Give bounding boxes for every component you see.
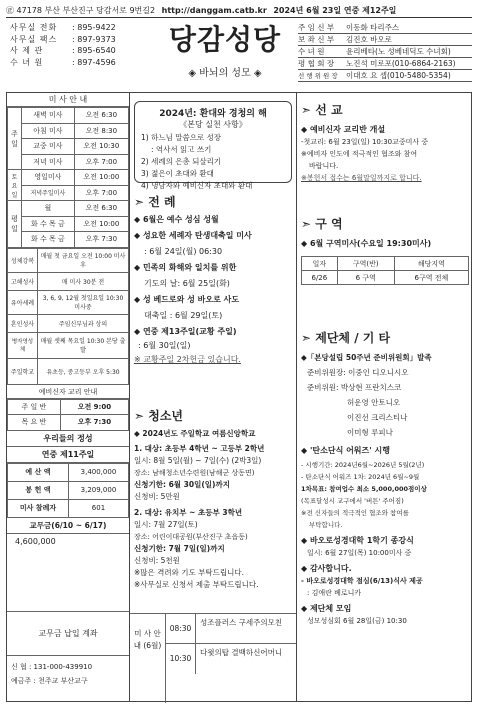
arrow-icon: ➣: [301, 331, 312, 345]
table-row: 병자영성체 매월 셋째 목요일 10:30 본당 출발: [8, 332, 129, 358]
staff-row: 선 행 위 원 장 이대호 요 셉(010-5480-5354): [298, 70, 472, 82]
right-column: [296, 92, 472, 702]
list-item: ◆ 성 베드로와 성 바오로 사도: [134, 295, 240, 304]
fund-value: 4,600,000: [15, 536, 56, 546]
list-item: 1. 대상: 초등부 4학년 ~ 고등부 2학년: [134, 444, 265, 453]
list-item: ◆ 6월은 예수 성심 성월: [134, 215, 219, 224]
list-item: 일시: 8월 5일(월) ~ 7일(수) (2박3일): [134, 456, 262, 465]
list-item: 기도의 날: 6월 25일(화): [144, 279, 230, 288]
table-row: 토요일 영일미사 오전 10:00: [8, 170, 129, 186]
table-row: 평 일 월 오전 6:30: [8, 201, 129, 217]
list-item: ※전 신자들의 적극적인 협조와 참여를: [301, 509, 409, 517]
weekday-mass-label: 미 사 안 내 (6월): [130, 614, 166, 703]
catechism-header: 예비신자 교리 안내: [7, 385, 129, 399]
theme-item: 2) 세례의 은총 되살리기: [141, 157, 222, 166]
list-item: ※많은 격려와 기도 부탁드립니다.: [134, 568, 245, 577]
list-item: 허운영 안토니오: [347, 398, 401, 407]
staff-row: 수 녀 원 윤리베타(노 성베네딕도 수녀회): [298, 46, 472, 58]
list-item: 부탁합니다.: [309, 521, 343, 529]
table-row: 미사 참례자 601: [8, 499, 129, 517]
table-row: 목 요 반 오후 7:30: [8, 415, 129, 431]
list-item: ※사무실로 신청서 제출 부탁드립니다.: [134, 580, 259, 589]
weekday-mass-box: [130, 613, 296, 703]
list-item: 이진선 크리스티나: [347, 413, 408, 422]
contact-info: [10, 22, 150, 68]
list-item: 2. 대상: 유치부 ~ 초등부 3학년: [134, 508, 243, 517]
table-row: 6/26 6 구역 6구역 전체: [302, 271, 469, 285]
list-item: : 6월 24일(월) 06:30: [144, 247, 223, 256]
arrow-icon: ➣: [301, 103, 312, 117]
list-item: 준비위원: 박상현 프란치스코: [307, 383, 402, 392]
mission-section: [301, 101, 469, 184]
list-item: ◆ 민족의 화해와 일치를 위한: [134, 263, 237, 272]
masthead: [160, 20, 290, 90]
list-item: - 바오로성경대학 점심(6/13)식사 제공: [301, 577, 423, 585]
list-item: : 6월 30일(일): [138, 341, 191, 350]
table-row: 고해성사 매 미사 30분 전: [8, 272, 129, 290]
offering-header: 우리들의 정성: [7, 431, 129, 447]
yearly-theme-box: [134, 101, 292, 190]
section-title: 선 교: [315, 103, 343, 117]
services-table: [7, 248, 129, 385]
youth-section: [134, 407, 294, 591]
theme-title: 2024년: 환대와 경청의 해: [159, 109, 267, 119]
list-item: : 김애란 베로니카: [307, 589, 362, 597]
list-item: 신청비: 5만원: [134, 492, 180, 501]
table-row: 유아세례 3, 6, 9, 12월 첫일요일 10:30미사중: [8, 290, 129, 314]
mass-header: 미 사 안 내: [7, 93, 129, 107]
contact-row: 사무실 팩스 : 897-9373: [10, 34, 116, 44]
contact-row: 사 제 관 : 895-6540: [10, 46, 116, 55]
list-item: 신청기한: 6월 30일(일)까지: [134, 480, 230, 489]
theme-subtitle: 《본당 실천 사항》: [179, 120, 247, 129]
list-item: ※예비자 인도에 적극적인 협조와 참여: [301, 150, 418, 158]
table-row: 주 일 반 오전 9:00: [8, 399, 129, 415]
account-header: 교무금 납입 계좌: [7, 612, 129, 656]
section-title: 구 역: [315, 217, 343, 231]
list-item: 준비위원장: 이중인 디오니시오: [307, 368, 409, 377]
list-item: 대축일 : 6월 29일(토): [144, 311, 223, 320]
offering-week: 연중 제11주일: [7, 447, 129, 463]
list-item: 장소: 남해청소년수련원(남해군 상동면): [134, 469, 255, 477]
list-item: ◆ '탄소단식 어워즈' 시행: [301, 446, 390, 455]
list-item: ◆ 감사합니다.: [301, 564, 352, 573]
mass-table: [7, 107, 129, 248]
list-item: 1차목표: 참여업수 최소 5,000,000점이상: [301, 485, 427, 493]
staff-list: [298, 22, 472, 82]
table-row: 봉 헌 액 3,209,000: [8, 481, 129, 499]
theme-item: 4) 냉담자와 예비신자 초대와 환대: [141, 181, 253, 190]
table-row: 10:30 다윗의탑 결백하신어머니: [166, 644, 296, 674]
theme-item: 1) 하느님 말씀으로 성장: [141, 133, 222, 142]
table-row: 일자 구역(반) 해당지역: [302, 257, 469, 271]
header-bar: [6, 4, 472, 18]
section-title: 전 례: [148, 195, 176, 209]
account-owner: 예금주 : 천주교 부산교구: [11, 677, 88, 685]
catechism-table: [7, 399, 129, 431]
left-column: [6, 92, 130, 702]
table-row: 주일학교 유초등, 중고등부 오후 5:30: [8, 358, 129, 384]
arrow-icon: ➣: [134, 195, 145, 209]
list-item: ◆ 2024년도 주일학교 여름신앙학교: [134, 429, 256, 438]
list-item: 신청비: 5천원: [134, 556, 180, 565]
contact-row: 사무실 전화 : 895-9422: [10, 23, 116, 32]
table-row: 저녁 미사 오후 7:00: [8, 154, 129, 170]
middle-column: [130, 92, 296, 702]
liturgy-section: [134, 193, 294, 366]
staff-row: 평 협 회 장 노진석 미로포(010-6864-2163): [298, 58, 472, 70]
list-item: ◆「본당설립 50주년 준비위원회」발족: [301, 353, 432, 362]
arrow-icon: ➣: [301, 217, 312, 231]
issue-date: 2024년 6월 23일 연중 제12주일: [273, 6, 397, 15]
list-item: - 탄소단식 어워즈 1차: 2024년 6월~9월: [301, 473, 420, 481]
table-row: 교중 미사 오전 10:30: [8, 139, 129, 155]
table-row: 08:30 성조플러스 구세주의모친: [166, 614, 296, 644]
list-item: ◆ 6월 구역미사(수요일 19:30미사): [301, 239, 432, 248]
table-row: 성체강복 매월 첫 금요일 오전 10:00 미사후: [8, 248, 129, 272]
table-row: 예 산 액 3,400,000: [8, 463, 129, 481]
list-item: ◆ 성요한 세례자 탄생대축일 미사: [134, 231, 252, 240]
list-item: ◆ 바오로성경대학 1학기 종강식: [301, 536, 414, 545]
groups-section: [301, 329, 471, 627]
list-item: 이미형 루피나: [347, 428, 393, 437]
theme-item: : 역사서 읽고 쓰기: [151, 145, 212, 154]
table-row: 화 수 목 금 오후 7:30: [8, 232, 129, 248]
account-box: [7, 611, 129, 688]
contact-row: 수 녀 원 : 897-4596: [10, 57, 116, 67]
section-title: 제단체 / 기 타: [315, 331, 391, 345]
account-bank: 신 협 : 131-000-439910: [11, 663, 93, 671]
list-item: (목표달성시 교구에서 '버튼' 주어짐): [301, 497, 404, 505]
section-title: 청소년: [148, 409, 184, 423]
list-item: ◆ 예비신자 교리반 개설: [301, 125, 386, 134]
list-item: 일시: 7월 27일(토): [134, 520, 198, 529]
table-row: 혼인성사 주임신부님과 상의: [8, 314, 129, 332]
website-link[interactable]: http://danggam.catb.kr: [161, 6, 267, 15]
table-row: 저녁주일미사 오후 7:00: [8, 185, 129, 201]
list-item: ◆ 제단체 모임: [301, 604, 352, 613]
list-item: -첫교리: 6월 23일(일) 10:30교중미사 중: [301, 138, 429, 146]
table-row: 화 수 목 금 오전 10:00: [8, 216, 129, 232]
staff-row: 주 임 신 부 이동화 타리주스: [298, 22, 472, 34]
list-item: 신청기한: 7월 7일(일)까지: [134, 544, 225, 553]
district-table: [301, 256, 469, 285]
theme-item: 3) 젊은이 초대와 환대: [141, 169, 214, 178]
list-item: 바랍니다.: [309, 162, 339, 170]
page-subtitle: ◈ 바뇌의 성모 ◈: [188, 68, 262, 79]
list-item: 성모성심회 6월 28일(금) 10:30: [307, 617, 407, 625]
arrow-icon: ➣: [134, 409, 145, 423]
fund-header: 교무금(6/10 ~ 6/17): [7, 518, 129, 534]
finance-table: [7, 463, 129, 518]
staff-row: 보 좌 신 부 김진호 바오로: [298, 34, 472, 46]
list-item: - 시행기간: 2024년6월~2026년 5월(2년): [301, 461, 425, 469]
page-title: 당감성당: [168, 23, 282, 56]
table-row: 주 일 새벽 미사 오전 6:30: [8, 108, 129, 124]
list-item: ※ 교황주일 2차헌금 있습니다.: [134, 355, 241, 364]
district-section: [301, 215, 469, 285]
list-item: ◆ 연중 제13주일(교황 주일): [134, 327, 237, 336]
address: ㊣ 47178 부산 부산진구 당감서로 9번길2: [6, 6, 156, 15]
list-item: 장소: 어린이대공원(부산진구 초읍동): [134, 533, 248, 541]
table-row: 아침 미사 오전 8:30: [8, 123, 129, 139]
list-item: 일시: 6월 27일(목) 10:00미사 중: [307, 549, 412, 557]
list-item: ※봉헌서 접수는 6월말일까지로 합니다.: [301, 174, 422, 182]
